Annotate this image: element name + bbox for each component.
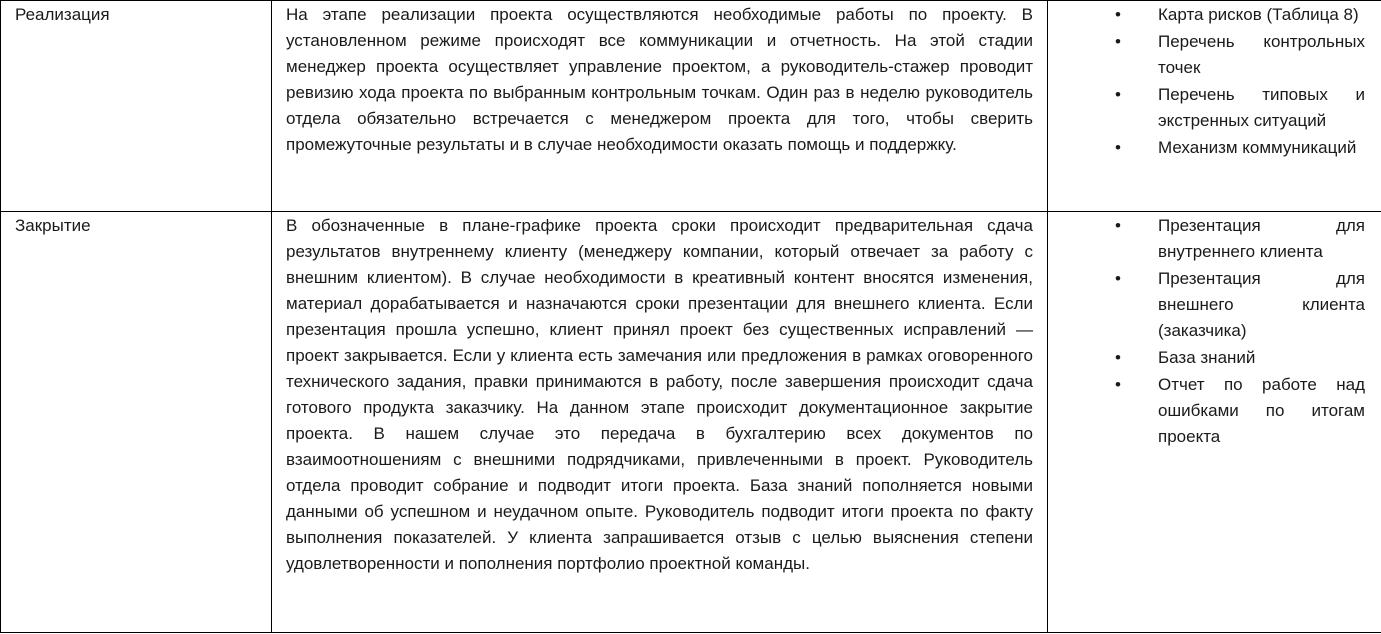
- bullet-icon: •: [1115, 32, 1121, 51]
- list-item: [1048, 2, 1365, 28]
- description-cell: [272, 1, 1048, 212]
- document-name: База знаний: [1158, 348, 1256, 367]
- stage-description: В обозначенные в плане-графике проекта сроки происходит предварительная сдача результатов внутреннему клиенту (менеджеру компании, который отвечает за работу с внешним клиентом). В случае необходимости в креативный контент вносятся изменения, материал дорабатывается и назначаются сроки презентации для внешнего клиента. Если презентация прошла успешно, клиент принял проект без существенных исправлений — проект закрывается. Если у клиента есть замечания или предложения в рамках оговоренного технического задания, правки принимаются в работу, после завершения происходит сдача готового продукта заказчику. На данном этапе происходит документационное закрытие проекта. В нашем случае это передача в бухгалтерию всех документов по взаимоотношениям с внешними подрядчиками, привлеченными в проект. Руководитель отдела проводит собрание и подводит итоги проекта. База знаний пополняется новыми данными об успешном и неудачном опыте. Руководитель подводит итоги проекта по факту выполнения показателей. У клиента запрашивается отзыв с целью выяснения степени удовлетворенности и пополнения портфолио проектной команды.: [286, 216, 1033, 573]
- bullet-icon: •: [1115, 375, 1121, 394]
- bullet-icon: •: [1115, 216, 1121, 235]
- stage-cell: [1, 212, 272, 633]
- documents-list: [1048, 1, 1381, 161]
- document-name: Карта рисков (Таблица 8): [1158, 5, 1359, 24]
- stage-name: Реализация: [15, 5, 110, 24]
- document-name: Отчет по работе над ошибками по итогам проекта: [1158, 375, 1365, 446]
- bullet-icon: •: [1115, 85, 1121, 104]
- table-row: [1, 212, 1381, 633]
- list-item: [1048, 345, 1365, 371]
- documents-list: [1048, 212, 1381, 450]
- document-name: Перечень контрольных точек: [1158, 32, 1365, 77]
- stage-name: Закрытие: [15, 216, 91, 235]
- documents-cell: [1048, 1, 1381, 212]
- stage-cell: [1, 1, 272, 212]
- bullet-icon: •: [1115, 138, 1121, 157]
- document-name: Перечень типовых и экстренных ситуаций: [1158, 85, 1365, 130]
- list-item: [1048, 266, 1365, 344]
- list-item: [1048, 135, 1365, 161]
- document-name: Механизм коммуникаций: [1158, 138, 1357, 157]
- list-item: [1048, 29, 1365, 81]
- bullet-icon: •: [1115, 5, 1121, 24]
- list-item: [1048, 82, 1365, 134]
- documents-cell: [1048, 212, 1381, 633]
- document-name: Презентация для внешнего клиента (заказчика): [1158, 269, 1365, 340]
- description-cell: [272, 212, 1048, 633]
- document-name: Презентация для внутреннего клиента: [1158, 216, 1365, 261]
- bullet-icon: •: [1115, 348, 1121, 367]
- stage-description: На этапе реализации проекта осуществляются необходимые работы по проекту. В установленном режиме происходят все коммуникации и отчетность. На этой стадии менеджер проекта осуществляет управление проектом, а руководитель-стажер проводит ревизию хода проекта по выбранным контрольным точкам. Один раз в неделю руководитель отдела обязательно встречается с менеджером проекта для того, чтобы сверить промежуточные результаты и в случае необходимости оказать помощь и поддержку.: [286, 5, 1033, 154]
- list-item: [1048, 213, 1365, 265]
- bullet-icon: •: [1115, 269, 1121, 288]
- list-item: [1048, 372, 1365, 450]
- table-row: [1, 1, 1381, 212]
